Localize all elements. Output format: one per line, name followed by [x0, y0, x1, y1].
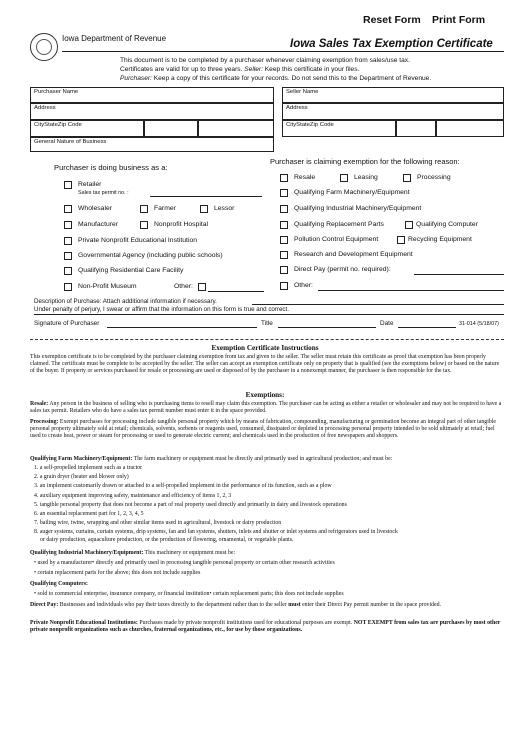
- research-label: Research and Development Equipment: [294, 251, 413, 258]
- date-input[interactable]: [398, 327, 456, 328]
- exemption-reason-heading: Purchaser is claiming exemption for the following reason:: [270, 157, 460, 166]
- research-checkbox[interactable]: [280, 251, 288, 259]
- description-line-2: [34, 314, 504, 315]
- description-input[interactable]: [252, 304, 504, 305]
- business-type-heading: Purchaser is doing business as a:: [54, 163, 168, 172]
- list-item: 7. bailing wire, twine, wrapping and other similar items used in agricultural, livestock or dairy production: [34, 520, 282, 527]
- purchaser-state-field[interactable]: [144, 120, 198, 137]
- nonprofit-hospital-checkbox[interactable]: [140, 221, 148, 229]
- recycling-label: Recycling Equipment: [408, 236, 472, 243]
- seller-state-field[interactable]: [396, 120, 436, 137]
- purchaser-city-field[interactable]: CityStateZip Code: [30, 120, 144, 137]
- replacement-parts-label: Qualifying Replacement Parts: [294, 221, 384, 228]
- lessor-checkbox[interactable]: [200, 205, 208, 213]
- list-item: 1. a self-propelled implement such as a tractor: [34, 465, 143, 471]
- industrial-items-list: [34, 560, 504, 577]
- list-item: 3. an implement customarily drawn or attached to a self-propelled implement in the performance of its function, such as a plow: [34, 483, 332, 490]
- signature-input[interactable]: [107, 327, 257, 328]
- manufacturer-label: Manufacturer: [78, 221, 119, 228]
- computer-label: Qualifying Computer: [416, 221, 478, 228]
- reset-form-button[interactable]: Reset Form: [363, 14, 421, 26]
- perjury-statement: Under penalty of perjury, I swear or affirm that the information on this form is true and correct.: [34, 306, 289, 313]
- computers-instructions: Qualifying Computers:: [30, 581, 88, 587]
- direct-pay-instructions: Direct Pay: Businesses and individuals who pay their taxes directly to the department rather than to the seller must enter their Direct Pay permit number in the space provided.: [30, 602, 441, 608]
- reason-other-input[interactable]: [318, 290, 504, 291]
- processing-instructions: Processing: Exempt purchases for processing include tangible personal property which by means of fabrication, compounding, manufacturing or germination become an integral part of other tangible personal property ultimately sold at retail; chemicals, solvents, sorbents or reagents used, consumed, dissipated or depleted in processing personal property intended to be sold ultimately at retail; fuel used to create heat, power or steam for processing or used to generate electric current; and chemicals used in the production of free newspapers and shoppers.: [30, 419, 496, 440]
- lessor-label: Lessor: [214, 205, 235, 212]
- seller-address-field[interactable]: Address: [282, 103, 504, 120]
- state-seal-icon: [30, 33, 58, 61]
- retailer-label: Retailer: [78, 181, 102, 188]
- nonprofit-hospital-label: Nonprofit Hospital: [154, 221, 209, 228]
- seller-zip-field[interactable]: [436, 120, 504, 137]
- farm-instructions: Qualifying Farm Machinery/Equipment: The farm machinery or equipment must be directly and primarily used in agricultural production; and must be:: [30, 456, 393, 462]
- intro-line-3: Purchaser: Keep a copy of this certificate for your records. Do not send this to the Department of Revenue.: [120, 75, 432, 82]
- business-other-checkbox[interactable]: [198, 283, 206, 291]
- signature-label: Signature of Purchaser: [34, 320, 100, 327]
- resale-checkbox[interactable]: [280, 174, 288, 182]
- instructions-heading: Exemption Certificate Instructions: [211, 344, 319, 352]
- leasing-label: Leasing: [354, 174, 378, 181]
- reason-other-checkbox[interactable]: [280, 282, 288, 290]
- computer-checkbox[interactable]: [405, 221, 413, 229]
- list-item: 4. auxiliary equipment improving safety, maintenance and efficiency of items 1, 2, 3: [34, 492, 232, 499]
- industrial-machinery-label: Qualifying Industrial Machinery/Equipment: [294, 205, 422, 212]
- list-item: 2. a grain dryer (heater and blower only): [34, 474, 129, 481]
- purchaser-zip-field[interactable]: [198, 120, 274, 137]
- description-label: Description of Purchase: Attach additional information if necessary.: [34, 298, 217, 305]
- list-item: • used by a manufacturer• directly and primarily used in processing tangible personal property or certain other research activities: [34, 560, 335, 566]
- form-title: Iowa Sales Tax Exemption Certificate: [290, 38, 493, 50]
- title-input[interactable]: [278, 327, 376, 328]
- industrial-instructions: Qualifying Industrial Machinery/Equipment: This machinery or equipment must be:: [30, 550, 236, 556]
- business-other-label: Other:: [174, 283, 193, 290]
- recycling-checkbox[interactable]: [397, 236, 405, 244]
- leasing-checkbox[interactable]: [340, 174, 348, 182]
- permit-number-input[interactable]: [150, 196, 262, 197]
- direct-pay-checkbox[interactable]: [280, 266, 288, 274]
- private-nonprofit-checkbox[interactable]: [64, 237, 72, 245]
- farm-items-list: [34, 465, 504, 544]
- list-item: • certain replacement parts for the above; this does not include supplies: [34, 570, 201, 577]
- department-name: Iowa Department of Revenue: [62, 34, 167, 43]
- reason-other-label: Other:: [294, 282, 313, 289]
- intro-line-2: Certificates are valid for up to three years. Seller: Keep this certificate in your files.: [120, 66, 360, 73]
- manufacturer-checkbox[interactable]: [64, 221, 72, 229]
- form-number: 31-014 (5/18/07): [459, 321, 499, 327]
- list-item: 8. auger systems, curtains, curtain systems, drip systems, fan and fan systems, shutters, inlets and shutter or inlet systems and refrigerators used in livestock: [34, 529, 398, 536]
- list-item: 5. tangible personal property that does not become a part of real property used directly and primarily in dairy and livestock operations: [34, 501, 347, 508]
- farm-machinery-label: Qualifying Farm Machinery/Equipment: [294, 189, 410, 196]
- purchaser-name-field[interactable]: Purchaser Name: [30, 87, 274, 103]
- purchaser-address-field[interactable]: Address: [30, 103, 274, 120]
- seller-name-field[interactable]: Seller Name: [282, 87, 504, 103]
- pollution-control-label: Pollution Control Equipment: [294, 236, 379, 243]
- residential-care-checkbox[interactable]: [64, 267, 72, 275]
- exemptions-heading: Exemptions:: [245, 391, 285, 399]
- farm-machinery-checkbox[interactable]: [280, 189, 288, 197]
- industrial-machinery-checkbox[interactable]: [280, 205, 288, 213]
- list-item: or dairy production, aquaculture production, or the production of flowering, ornamental, or vegetable plants.: [40, 536, 294, 543]
- computer-items-list: [34, 591, 504, 598]
- pollution-control-checkbox[interactable]: [280, 236, 288, 244]
- farmer-checkbox[interactable]: [140, 205, 148, 213]
- wholesaler-label: Wholesaler: [78, 205, 112, 212]
- direct-pay-label: Direct Pay (permit no. required):: [294, 266, 391, 273]
- nature-of-business-field[interactable]: General Nature of Business: [30, 137, 274, 152]
- permit-label: Sales tax permit no. :: [78, 190, 129, 196]
- direct-pay-permit-input[interactable]: [414, 274, 504, 275]
- museum-label: Non-Profit Museum: [78, 283, 137, 290]
- title-label: Title: [261, 320, 273, 327]
- wholesaler-checkbox[interactable]: [64, 205, 72, 213]
- header-rule: [62, 51, 504, 52]
- list-item: 6. an essential replacement part for 1, 2, 3, 4, 5: [34, 511, 144, 518]
- resale-label: Resale: [294, 174, 316, 181]
- replacement-parts-checkbox[interactable]: [280, 221, 288, 229]
- date-label: Date: [380, 320, 394, 327]
- retailer-checkbox[interactable]: [64, 181, 72, 189]
- instructions-intro: This exemption certificate is to be completed by the purchaser claiming exemption from tax and given to the seller. The seller must retain this certificate as proof that exemption has been properly claimed. The certificate must be complete to be accepted by the seller. The seller can accept an exemption certificate only on property that is qualified (see the exemptions below) or based on the nature of the buyer. If property or services purchased for resale or processing are used or disposed of by the purchaser in a nonexempt manner, the purchaser is then responsible for the tax.: [30, 354, 500, 375]
- intro-line-1: This document is to be completed by a purchaser whenever claiming exemption from sales/use tax.: [120, 57, 410, 64]
- processing-checkbox[interactable]: [403, 174, 411, 182]
- government-label: Governmental Agency (including public schools): [78, 252, 223, 259]
- private-nonprofit-label: Private Nonprofit Educational Institution: [78, 237, 198, 244]
- processing-label: Processing: [417, 174, 451, 181]
- farmer-label: Farmer: [154, 205, 176, 212]
- museum-checkbox[interactable]: [64, 283, 72, 291]
- government-checkbox[interactable]: [64, 252, 72, 260]
- print-form-button[interactable]: Print Form: [432, 14, 486, 26]
- business-other-input[interactable]: [208, 291, 264, 292]
- resale-instructions: Resale: Any person in the business of selling who is purchasing items to resell may claim this exemption. The purchaser can be acting as either a retailer or wholesaler and may not be required to have a sales tax permit. Retailers who do have a sales tax permit number must enter it in the space provided.: [30, 401, 502, 415]
- private-nonprofit-instructions: Private Nonprofit Educational Institutions: Purchases made by private nonprofit institutions used for educational purposes are exempt. NOT EXEMPT from sales tax are purchases by most other private nonprofit organizations such as churches, fraternal organizations, etc., for use by those organizations.: [30, 620, 501, 634]
- seller-city-field[interactable]: CityStateZip Code: [282, 120, 396, 137]
- list-item: • sold to commercial enterprise, insurance company, or financial institution• certain replacement parts; this does not include supplies: [34, 591, 344, 597]
- residential-care-label: Qualifying Residential Care Facility: [78, 267, 184, 274]
- cut-line: [30, 339, 504, 340]
